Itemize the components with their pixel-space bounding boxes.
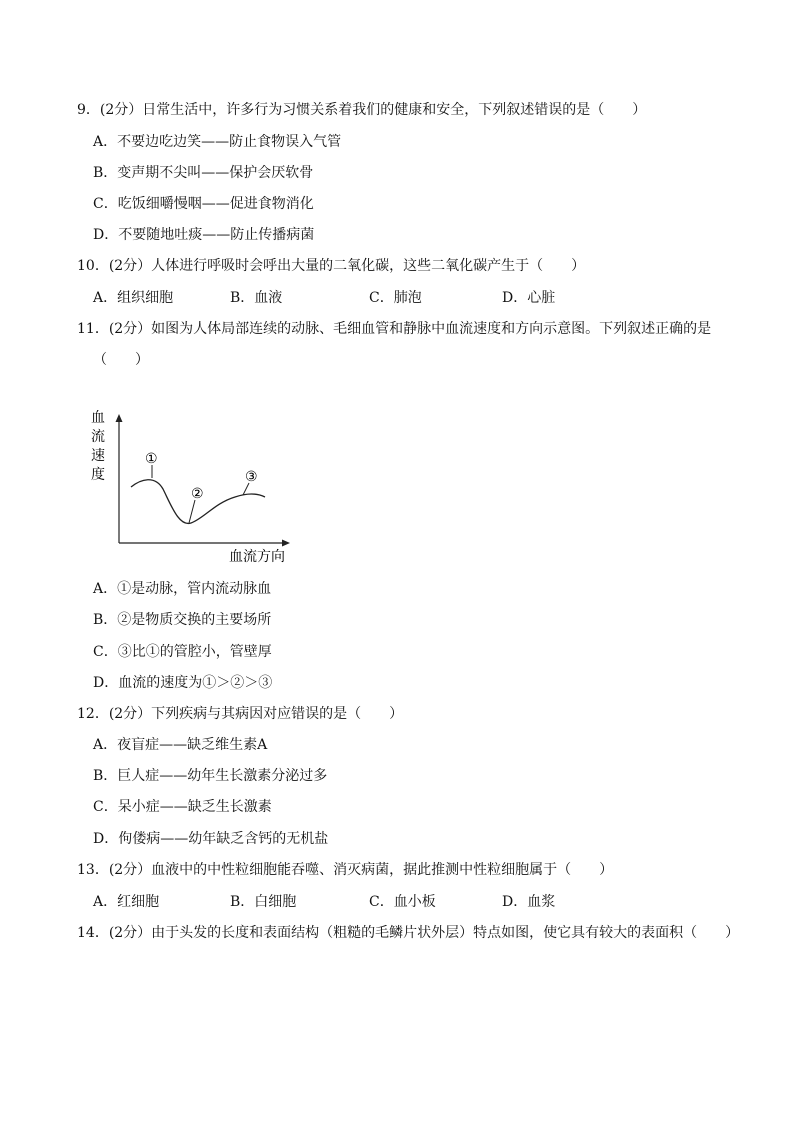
question-13-option-b: B．白细胞 — [230, 894, 297, 910]
question-10-option-d: D．心脏 — [502, 290, 556, 306]
question-13-option-a: A．红细胞 — [93, 894, 160, 910]
question-11-option-b: B．②是物质交换的主要场所 — [93, 612, 272, 628]
question-10-option-b: B．血液 — [230, 290, 283, 306]
figure-ylabel-4: 度 — [91, 467, 105, 483]
question-14-stem: 14．(2分）由于头发的长度和表面结构（粗糙的毛鳞片状外层）特点如图，使它具有较大的表面积（ ） — [77, 925, 740, 941]
question-10-option-a: A．组织细胞 — [93, 290, 174, 306]
question-11-option-c: C．③比①的管腔小，管壁厚 — [93, 644, 272, 660]
figure-y-axis-arrow — [116, 414, 123, 422]
question-12-option-a: A．夜盲症——缺乏维生素A — [93, 737, 268, 753]
question-9-option-c: C．吃饭细嚼慢咽——促进食物消化 — [93, 196, 314, 212]
blood-flow-figure — [85, 405, 300, 565]
question-11-option-a: A．①是动脉，管内流动脉血 — [93, 581, 272, 597]
question-11-stem-cont: （ ） — [93, 352, 149, 368]
figure-xlabel: 血流方向 — [229, 549, 285, 565]
question-13-stem: 13．(2分）血液中的中性粒细胞能吞噬、消灭病菌，据此推测中性粒细胞属于（ ） — [77, 862, 614, 878]
question-10-stem: 10．(2分）人体进行呼吸时会呼出大量的二氧化碳，这些二氧化碳产生于（ ） — [77, 258, 586, 274]
question-13-option-c: C．血小板 — [369, 894, 436, 910]
figure-marker-1: ① — [145, 451, 158, 467]
figure-x-axis-arrow — [282, 540, 290, 547]
question-10-option-c: C．肺泡 — [369, 290, 422, 306]
figure-marker-2: ② — [191, 486, 204, 502]
figure-ylabel-2: 流 — [91, 429, 105, 445]
figure-leader-2 — [189, 500, 195, 523]
question-13-option-d: D．血浆 — [502, 894, 556, 910]
figure-marker-3: ③ — [245, 469, 258, 485]
question-11-option-d: D．血流的速度为①＞②＞③ — [93, 675, 273, 691]
figure-ylabel-1: 血 — [91, 410, 105, 426]
question-11-stem: 11．(2分）如图为人体局部连续的动脉、毛细血管和静脉中血流速度和方向示意图。下列叙述正确的是 — [77, 321, 712, 337]
question-12-option-c: C．呆小症——缺乏生长激素 — [93, 799, 272, 815]
question-12-stem: 12．(2分）下列疾病与其病因对应错误的是（ ） — [77, 706, 404, 722]
question-12-option-d: D．佝偻病——幼年缺乏含钙的无机盐 — [93, 831, 329, 847]
figure-ylabel-3: 速 — [91, 448, 105, 464]
question-9-option-d: D．不要随地吐痰——防止传播病菌 — [93, 227, 315, 243]
question-9-stem: 9．(2分）日常生活中，许多行为习惯关系着我们的健康和安全，下列叙述错误的是（ ） — [77, 102, 647, 118]
question-9-option-a: A．不要边吃边笑——防止食物误入气管 — [93, 134, 342, 150]
question-12-option-b: B．巨人症——幼年生长激素分泌过多 — [93, 768, 328, 784]
question-9-option-b: B．变声期不尖叫——保护会厌软骨 — [93, 165, 314, 181]
